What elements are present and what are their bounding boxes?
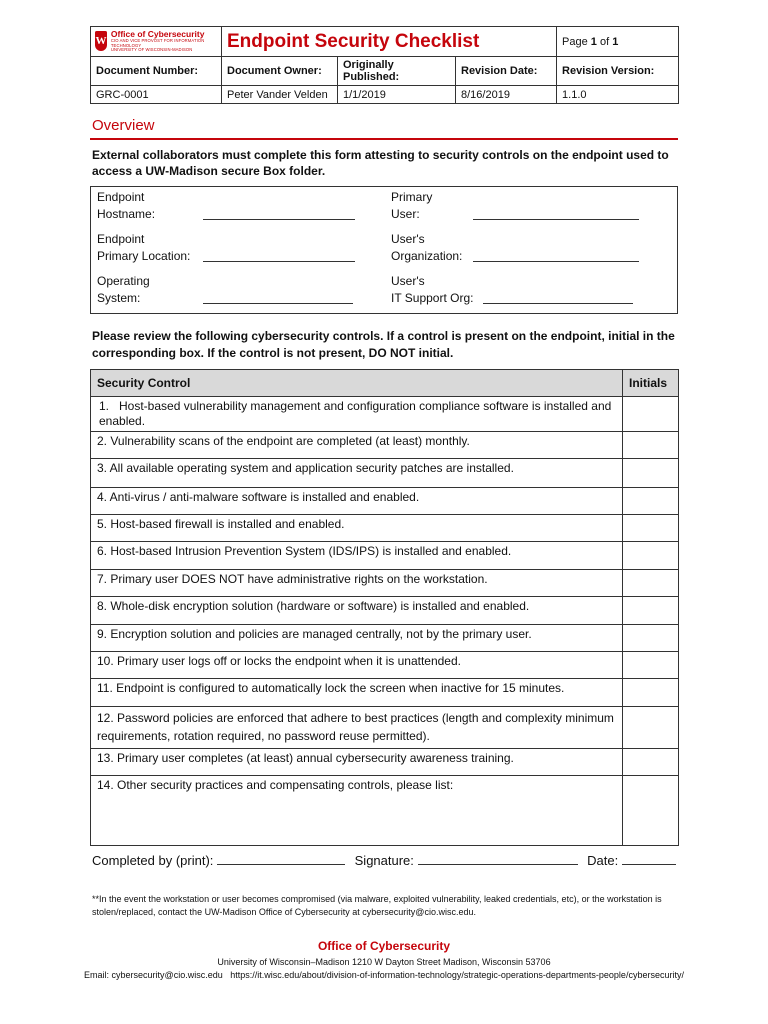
control-9: 9. Encryption solution and policies are managed centrally, not by the primary user. (91, 625, 623, 652)
primary-user-input[interactable] (473, 219, 639, 220)
control-8: 8. Whole-disk encryption solution (hardware or software) is installed and enabled. (91, 597, 623, 625)
control-4: 4. Anti-virus / anti-malware software is installed and enabled. (91, 488, 623, 515)
security-controls-table (90, 369, 679, 846)
control-1: 1. Host-based vulnerability management and configuration compliance software is installed and enabled. (91, 397, 623, 432)
overview-heading: Overview (92, 117, 155, 134)
page-number: Page 1 of 1 (557, 27, 679, 57)
incident-note: **In the event the workstation or user becomes compromised (via malware, exploited vulnerability, leaked credentials, etc), or the workstation is stolen/replaced, contact the UW-Madison Office of Cybersecurity at cybersecurity@cio.wisc.edu. (92, 894, 662, 917)
doc-number-value: GRC-0001 (91, 86, 222, 104)
it-support-field: User's IT Support Org: (391, 273, 671, 309)
initials-box-10[interactable] (623, 652, 679, 679)
doc-owner-label: Document Owner: (222, 57, 338, 86)
os-input[interactable] (203, 303, 353, 304)
date-label: Date: (587, 853, 619, 868)
footer-title: Office of Cybersecurity (317, 939, 451, 953)
organization-input[interactable] (473, 261, 639, 262)
logo-main-text: Office of Cybersecurity (110, 29, 205, 40)
footer-address: University of Wisconsin–Madison 1210 W Dayton Street Madison, Wisconsin 53706 (217, 957, 551, 967)
completed-by-input[interactable] (217, 853, 345, 865)
logo-cell (91, 27, 222, 57)
hostname-input[interactable] (203, 219, 355, 220)
revision-date-value: 8/16/2019 (456, 86, 557, 104)
control-6: 6. Host-based Intrusion Prevention System (IDS/IPS) is installed and enabled. (91, 542, 623, 570)
organization-field: User's Organization: (391, 231, 671, 267)
overview-rule (90, 138, 678, 140)
control-5: 5. Host-based firewall is installed and enabled. (91, 515, 623, 542)
os-field: Operating System: (97, 273, 377, 309)
review-instructions: Please review the following cybersecurity controls. If a control is present on the endpoint, initial in the corresponding box. If the control is not present, DO NOT initial. (92, 329, 675, 360)
document-header (90, 26, 679, 104)
document-title: Endpoint Security Checklist (227, 30, 480, 52)
control-7: 7. Primary user DOES NOT have administrative rights on the workstation. (91, 570, 623, 597)
col-security-control: Security Control (91, 370, 623, 397)
col-initials: Initials (623, 370, 679, 397)
crest-icon: W (95, 31, 107, 51)
initials-box-4[interactable] (623, 488, 679, 515)
intro-text: External collaborators must complete this form attesting to security controls on the endpoint used to access a UW-Madison secure Box folder. (92, 148, 669, 178)
initials-box-2[interactable] (623, 432, 679, 459)
revision-date-label: Revision Date: (456, 57, 557, 86)
footer-contact (0, 970, 768, 980)
control-2: 2. Vulnerability scans of the endpoint are completed (at least) monthly. (91, 432, 623, 459)
date-input[interactable] (622, 853, 676, 865)
signature-label: Signature: (354, 853, 414, 868)
control-3: 3. All available operating system and application security patches are installed. (91, 459, 623, 488)
revision-version-label: Revision Version: (557, 57, 679, 86)
doc-number-label: Document Number: (91, 57, 222, 86)
initials-box-1[interactable] (623, 397, 679, 432)
location-input[interactable] (203, 261, 355, 262)
office-logo (95, 30, 217, 52)
initials-box-7[interactable] (623, 570, 679, 597)
it-support-input[interactable] (483, 303, 633, 304)
control-13: 13. Primary user completes (at least) annual cybersecurity awareness training. (91, 749, 623, 776)
control-11: 11. Endpoint is configured to automatically lock the screen when inactive for 15 minutes. (91, 679, 623, 707)
primary-user-field: Primary User: (391, 189, 671, 225)
footer-website-link[interactable]: https://it.wisc.edu/about/division-of-information-technology/strategic-operations-departments-people/cybersecurity/ (230, 970, 684, 980)
initials-box-12[interactable] (623, 707, 679, 749)
initials-box-6[interactable] (623, 542, 679, 570)
published-label: Originally Published: (338, 57, 456, 86)
initials-box-3[interactable] (623, 459, 679, 488)
control-12: 12. Password policies are enforced that adhere to best practices (length and complexity minimum requirements, rotation required, no password reuse permitted). (91, 707, 623, 749)
initials-box-11[interactable] (623, 679, 679, 707)
control-10: 10. Primary user logs off or locks the endpoint when it is unattended. (91, 652, 623, 679)
initials-box-8[interactable] (623, 597, 679, 625)
logo-sub-text-1: CIO AND VICE PROVOST FOR INFORMATION TECHNOLOGY (110, 38, 205, 48)
completed-by-label: Completed by (print): (92, 853, 214, 868)
revision-version-value: 1.1.0 (557, 86, 679, 104)
doc-owner-value: Peter Vander Velden (222, 86, 338, 104)
endpoint-info-box (90, 186, 678, 314)
footer-email[interactable]: Email: cybersecurity@cio.wisc.edu (84, 970, 223, 980)
title-cell (222, 27, 557, 57)
initials-box-5[interactable] (623, 515, 679, 542)
signature-input[interactable] (418, 853, 578, 865)
signoff-line (92, 853, 676, 868)
initials-box-14[interactable] (623, 776, 679, 846)
control-14: 14. Other security practices and compensating controls, please list: (91, 776, 623, 846)
hostname-field: Endpoint Hostname: (97, 189, 377, 225)
logo-sub-text-2: UNIVERSITY OF WISCONSIN-MADISON (110, 47, 193, 53)
published-value: 1/1/2019 (338, 86, 456, 104)
location-field: Endpoint Primary Location: (97, 231, 377, 267)
initials-box-9[interactable] (623, 625, 679, 652)
initials-box-13[interactable] (623, 749, 679, 776)
